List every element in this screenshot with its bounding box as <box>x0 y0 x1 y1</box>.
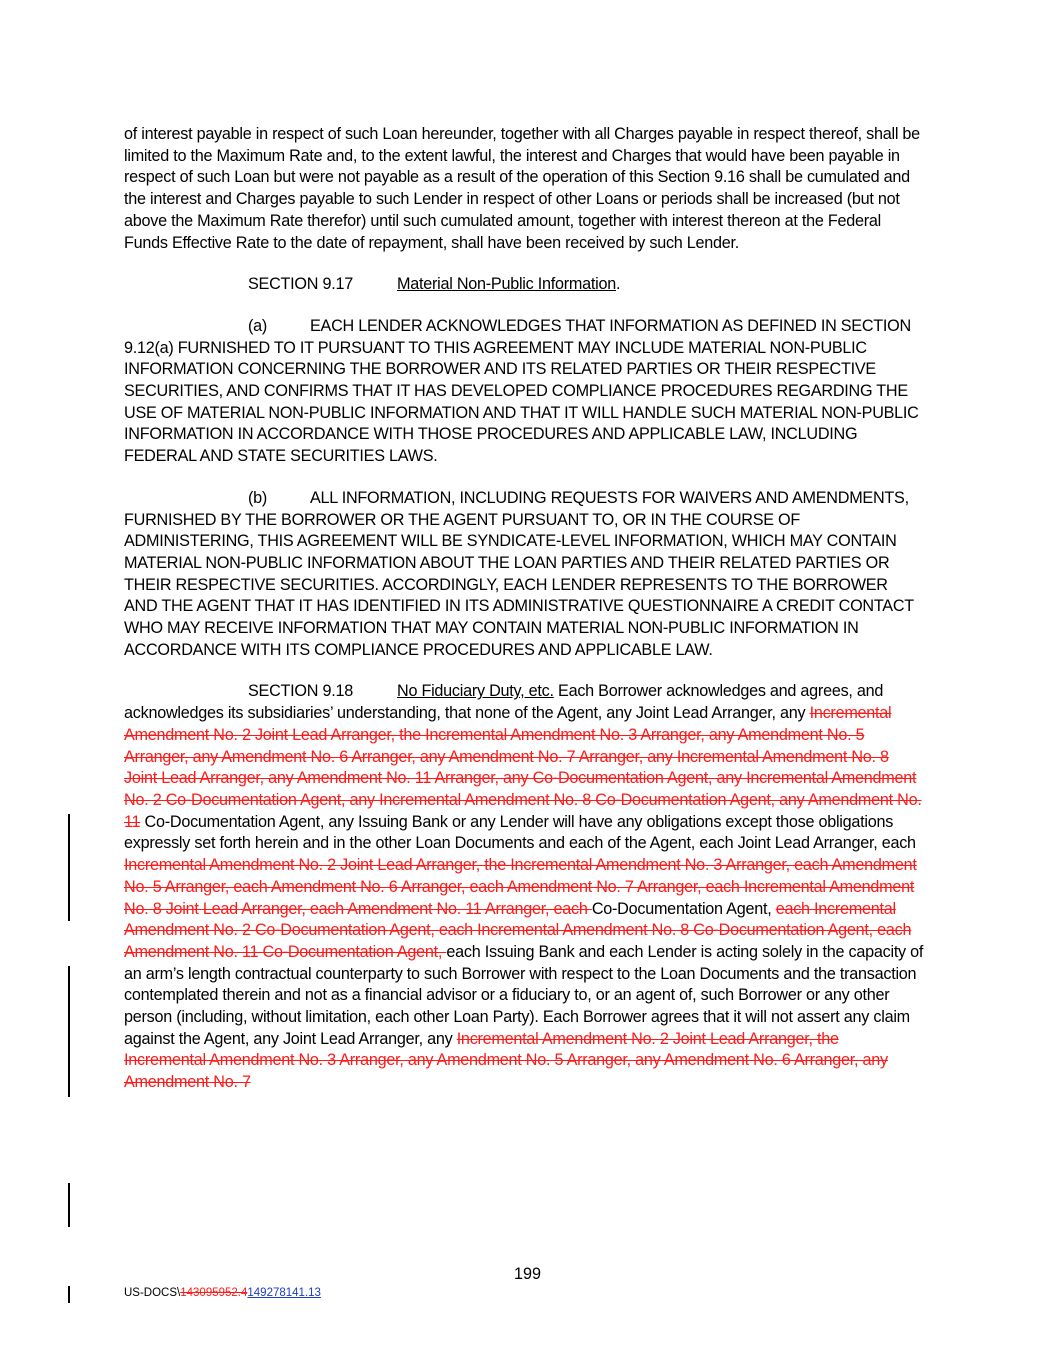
footer-deleted-id: 143095952.4 <box>180 1287 248 1299</box>
section-number: SECTION 9.17 <box>248 275 353 294</box>
body-text: each Issuing Bank and each Lender is acting solely in the capacity of an arm’s length contractual counterparty to such Borrower with respect to the Loan Documents and the transaction contemplated therein and not as a financial advisor or a fiduciary to, or an agent of, such Borrower or any other person (including, without limitation, each other Loan Party). Each Borrower agrees that it will not assert any claim against the Agent, any Joint Lead Arranger, any <box>124 942 924 1048</box>
document-id-footer <box>124 1287 321 1299</box>
body-text: Each Borrower acknowledges and agrees, and acknowledges its subsidiaries’ understanding, that none of the Agent, any Joint Lead Arranger, any <box>124 682 884 723</box>
document-body <box>124 124 924 1114</box>
change-bar <box>68 966 70 1097</box>
deleted-text: Incremental Amendment No. 2 Joint Lead Arranger, the Incremental Amendment No. 3 Arranger, any Amendment No. 5 Arranger, any Amendment No. 6 Arranger, any Amendment No. 7 <box>124 1029 888 1092</box>
section-9-17-b <box>124 488 924 662</box>
deleted-text: each Incremental Amendment No. 2 Co-Documentation Agent, each Incremental Amendment No. 8 Co-Documentation Agent, each Amendment No. 11 Co-Documentation Agent, <box>124 899 912 961</box>
section-title: Material Non-Public Information <box>397 275 616 294</box>
page-number: 199 <box>513 1265 541 1283</box>
change-bar <box>68 1286 70 1303</box>
footer-inserted-id: 149278141.13 <box>247 1287 321 1299</box>
deleted-text: Incremental Amendment No. 2 Joint Lead Arranger, the Incremental Amendment No. 3 Arranger, each Amendment No. 5 Arranger, each Amendment No. 6 Arranger, each Amendment No. 7 Arranger, each Incremental Amendment No. 8 Joint Lead Arranger, each Amendment No. 11 Arranger, each <box>124 856 917 918</box>
body-text: Co-Documentation Agent, any Issuing Bank or any Lender will have any obligations except those obligations expressly set forth herein and in the other Loan Documents and each of the Agent, each Joint Lead Arranger, each <box>124 812 916 853</box>
section-9-17-heading: SECTION 9.17 Material Non-Public Information. <box>124 274 924 296</box>
paragraph-interest-limitation: of interest payable in respect of such Loan hereunder, together with all Charges payable in respect thereof, shall be limited to the Maximum Rate and, to the extent lawful, the interest and Charges that would have been payable in respect of such Loan but were not payable as a result of the operation of this Section 9.16 shall be cumulated and the interest and Charges payable to such Lender in respect of other Loans or periods shall be increased (but not above the Maximum Rate therefor) until such cumulated amount, together with interest thereon at the Federal Funds Effective Rate to the date of repayment, shall have been received by such Lender. <box>124 125 920 252</box>
section-9-17-a <box>124 316 924 468</box>
body-text: Co-Documentation Agent, <box>591 899 776 918</box>
subsection-label: (b) <box>248 488 268 507</box>
section-9-18 <box>124 681 924 1093</box>
subsection-text: ALL INFORMATION, INCLUDING REQUESTS FOR WAIVERS AND AMENDMENTS, FURNISHED BY THE BORROWER OR THE AGENT PURSUANT TO, OR IN THE COURSE OF ADMINISTERING, THIS AGREEMENT WILL BE SYNDICATE-LEVEL INFORMATION, WHICH MAY CONTAIN MATERIAL NON-PUBLIC INFORMATION ABOUT THE LOAN PARTIES AND THEIR RELATED PARTIES OR THEIR RESPECTIVE SECURITIES. ACCORDINGLY, EACH LENDER REPRESENTS TO THE BORROWER AND THE AGENT THAT IT HAS IDENTIFIED IN ITS ADMINISTRATIVE QUESTIONNAIRE A CREDIT CONTACT WHO MAY RECEIVE INFORMATION THAT MAY CONTAIN MATERIAL NON-PUBLIC INFORMATION IN ACCORDANCE WITH ITS COMPLIANCE PROCEDURES AND APPLICABLE LAW. <box>124 488 914 659</box>
subsection-text: EACH LENDER ACKNOWLEDGES THAT INFORMATION AS DEFINED IN SECTION 9.12(a) FURNISHED TO IT PURSUANT TO THIS AGREEMENT MAY INCLUDE MATERIAL NON-PUBLIC INFORMATION CONCERNING THE BORROWER AND ITS RELATED PARTIES OR THEIR RESPECTIVE SECURITIES, AND CONFIRMS THAT IT HAS DEVELOPED COMPLIANCE PROCEDURES REGARDING THE USE OF MATERIAL NON-PUBLIC INFORMATION AND THAT IT WILL HANDLE SUCH MATERIAL NON-PUBLIC INFORMATION IN ACCORDANCE WITH THOSE PROCEDURES AND APPLICABLE LAW, INCLUDING FEDERAL AND STATE SECURITIES LAWS. <box>124 316 919 466</box>
section-number: SECTION 9.18 <box>248 682 353 701</box>
section-title: No Fiduciary Duty, etc. <box>397 682 554 701</box>
footer-prefix: US-DOCS\ <box>124 1287 181 1299</box>
change-bar <box>68 814 70 921</box>
change-bar <box>68 1183 70 1227</box>
deleted-text: Incremental Amendment No. 2 Joint Lead Arranger, the Incremental Amendment No. 3 Arranger, any Amendment No. 5 Arranger, any Amendment No. 6 Arranger, any Amendment No. 7 Arranger, any Incremental Amendment No. 8 Joint Lead Arranger, any Amendment No. 11 Arranger, any Co-Documentation Agent, any Incremental Amendment No. 2 Co-Documentation Agent, any Incremental Amendment No. 8 Co-Documentation Agent, any Amendment No. 11 <box>124 704 922 831</box>
subsection-label: (a) <box>248 316 268 335</box>
